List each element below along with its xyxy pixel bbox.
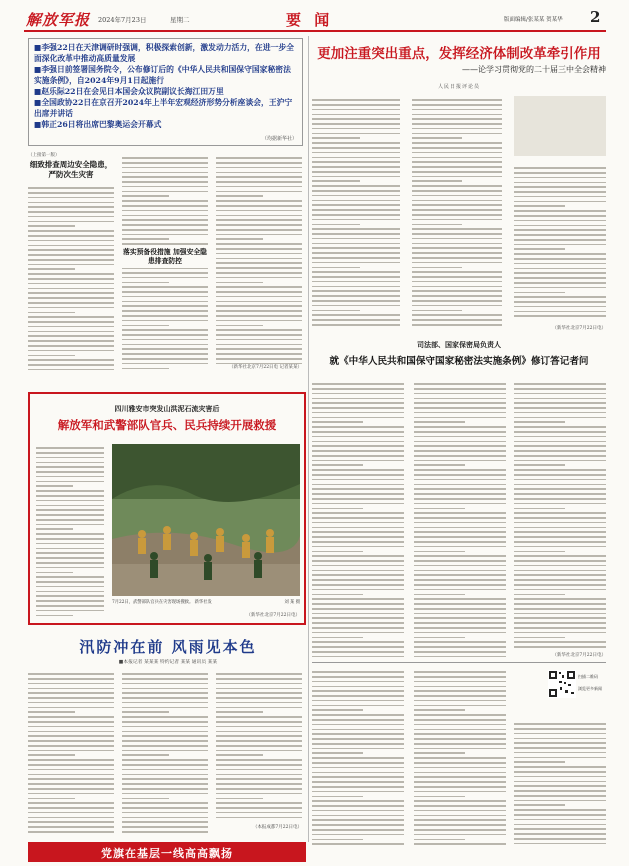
editorial-byline: 人民日报评论员 [437,84,480,90]
secrecy-body-col [312,380,404,660]
editorial-subtitle: ——论学习贯彻党的二十届三中全会精神 [462,65,606,74]
issue-date: 2024年7月23日 [98,16,147,24]
bottom-banner [28,842,306,862]
qr-label: 扫描二维码 [578,674,598,679]
flood-feature-source: （本报成都7月22日电） [252,825,302,830]
flood-body-col [216,154,302,372]
brief-item: ■全国政协22日在京召开2024年上半年宏观经济形势分析座谈会，王沪宁出席并讲话 [34,98,293,118]
flood-feature-byline: ■本报记者 某某某 特约记者 某某 通讯员 某某 [118,660,218,665]
flood-source: （新华社北京7月22日电 记者某某） [216,364,302,370]
secrecy-kicker: 司法部、国家保密局负责人 [417,340,501,349]
continued-tag: （上接第一版） [28,153,60,158]
secrecy-source: （新华社北京7月22日电） [552,653,606,658]
secrecy-body-col [514,380,606,650]
rescue-footer: （新华社北京7月22日电） [246,613,300,618]
flood-feature-block [28,630,308,840]
secrecy-title: 就《中华人民共和国保守国家秘密法实施条例》修订答记者问 [329,356,589,367]
editorial-source: （新华社北京7月22日电） [552,326,606,331]
qr-code-icon[interactable] [548,670,576,698]
masthead [24,7,606,29]
editorial-image [514,96,606,156]
banner-text: 党旗在基层一线高高飘扬 [101,847,233,860]
qr-block[interactable] [548,664,604,716]
news-brief-box [28,38,303,146]
brief-item: ■韩正26日将出席巴黎奥运会开幕式 [34,120,162,129]
feature-body-col [216,670,302,820]
masthead-rule [24,30,606,32]
brief-item: ■李强日前签署国务院令，公布修订后的《中华人民共和国保守国家秘密法实施条例》，自2024年9月1日起施行 [34,65,291,85]
flood-feature-title: 汛防冲在前 风雨见本色 [79,638,257,656]
flood-prevention-title: 细致排查周边安全隐患，严防次生灾害 [29,160,113,179]
page-number: 2 [590,8,601,26]
rescue-kicker: 四川雅安市突发山洪泥石流灾害后 [114,404,220,413]
newspaper-logo: 解放军报 [26,11,91,29]
lower-divider [312,662,606,663]
flood-body-col [28,184,114,372]
feature-body-col [28,670,114,835]
rescue-title: 解放军和武警部队官兵、民兵持续开展救援 [57,418,277,432]
secrecy-article-head [312,338,606,378]
rescue-body-col [36,444,104,619]
flood-prevention-block [28,150,308,375]
rescue-photo-caption: 7月22日，武警部队官兵在灾害现场搜救。 新华社发 [112,600,212,605]
feature-body-col [122,670,208,835]
secrecy-body-col [414,668,506,848]
brief-item: ■赵乐际22日在会见日本国会众议院副议长海江田万里 [34,87,224,96]
section-title: 要 闻 [286,11,334,29]
secrecy-body-col [312,668,404,848]
issue-weekday: 星期二 [170,16,190,24]
editorial-body-col [412,96,502,328]
editorial-body-col [312,96,400,328]
editorial-title: 更加注重突出重点，发挥经济体制改革牵引作用 [317,46,601,62]
flood-mid-title: 落实预备役措施 加强安全隐患排查防控 [122,246,208,268]
brief-item: ■李强22日在天津调研时强调，积极探索创新，激发动力活力，在进一步全面深化改革中推动高质量发展 [34,43,294,63]
editorial-body-col [514,164,606,322]
rescue-story-box [28,392,306,625]
rescue-photo-credit: 刘 某 摄 [284,600,300,605]
secrecy-body-col [514,720,606,848]
column-separator [308,36,309,842]
secrecy-body-col [414,380,506,660]
rescue-photo [112,444,300,596]
brief-credit: （均据新华社） [261,136,297,142]
page-editors: 版面编辑/张某某 贺某华 [504,17,563,23]
qr-caption: 浏览更多新闻 [578,686,602,691]
editorial-block [312,38,606,336]
